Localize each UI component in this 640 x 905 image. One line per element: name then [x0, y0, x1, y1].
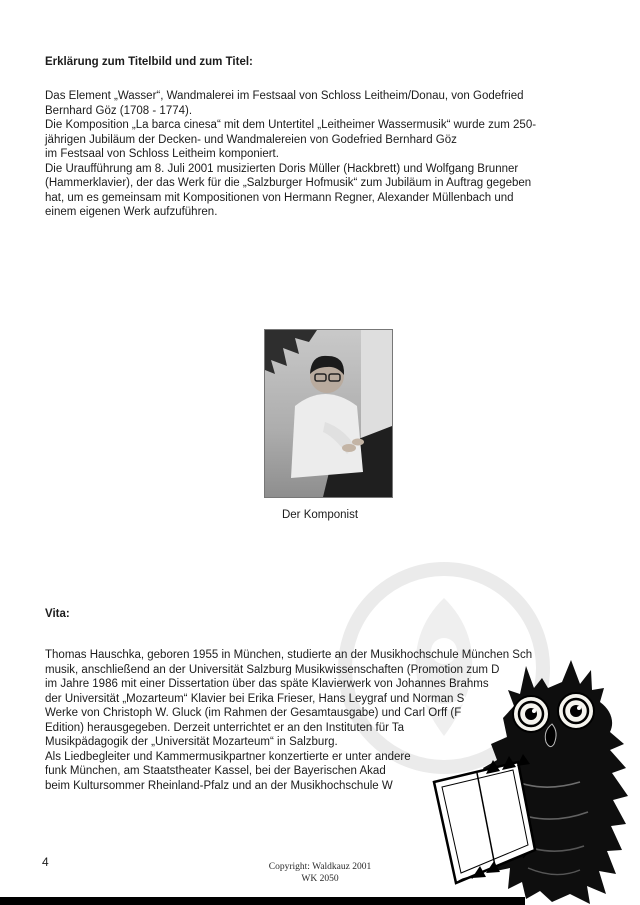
text-line: Das Element „Wasser“, Wandmalerei im Festsaal von Schloss Leitheim/Donau, von Godefried	[45, 90, 524, 102]
page-number: 4	[42, 855, 49, 869]
vita-section-heading: Vita:	[45, 608, 70, 620]
text-line: Musikpädagogik der „Universität Mozarteum“ in Salzburg.	[45, 736, 338, 748]
photo-caption: Der Komponist	[281, 509, 359, 521]
text-line: jährigen Jubiläum der Decken- und Wandmalereien von Godefried Bernhard Göz	[45, 133, 457, 146]
text-line: Edition) herausgegeben. Derzeit unterrichtet er an den Instituten für Ta	[45, 721, 405, 734]
text-line: hat, um es gemeinsam mit Kompositionen von Hermann Regner, Alexander Müllenbach und	[45, 191, 514, 204]
text-line: Als Liedbegleiter und Kammermusikpartner konzertierte er unter andere	[45, 750, 411, 763]
owl-illustration	[428, 656, 640, 905]
text-line: funk München, am Staatstheater Kassel, bei der Bayerischen Akad	[45, 765, 386, 777]
text-line: Die Uraufführung am 8. Juli 2001 musizierten Doris Müller (Hackbrett) und Wolfgang Brunner	[45, 162, 519, 175]
composer-photo	[265, 330, 392, 497]
copyright-line: Copyright: Waldkauz 2001	[268, 862, 372, 872]
text-line: musik, anschließend an der Universität Salzburg Musikwissenschaften (Promotion zum D	[45, 663, 500, 676]
text-line: einem eigenen Werk aufzuführen.	[45, 206, 218, 218]
text-line: der Universität „Mozarteum“ Klavier bei Erika Frieser, Hans Leygraf und Norman S	[45, 692, 465, 705]
text-line: beim Kultursommer Rheinland-Pfalz und an der Musikhochschule W	[45, 779, 393, 792]
catalog-number: WK 2050	[301, 873, 339, 884]
text-line: im Festsaal von Schloss Leitheim komponiert.	[45, 148, 279, 160]
text-line: im Jahre 1986 mit einer Dissertation über das späte Klavierwerk von Johannes Brahms	[45, 678, 489, 690]
text-line: Die Komposition „La barca cinesa“ mit dem Untertitel „Leitheimer Wassermusik“ wurde zum 250-	[45, 119, 537, 131]
text-line: Bernhard Göz (1708 - 1774).	[45, 104, 193, 117]
text-line: (Hammerklavier), der das Werk für die „Salzburger Hofmusik“ zum Jubiläum in Auftrag gegeben	[45, 177, 532, 189]
title-section-paragraph	[45, 89, 605, 220]
title-section-heading: Erklärung zum Titelbild und zum Titel:	[45, 56, 253, 68]
text-line: Werke von Christoph W. Gluck (im Rahmen der Gesamtausgabe) und Carl Orff (F	[45, 707, 462, 719]
text-line: Thomas Hauschka, geboren 1955 in München, studierte an der Musikhochschule München Sch	[45, 649, 533, 661]
